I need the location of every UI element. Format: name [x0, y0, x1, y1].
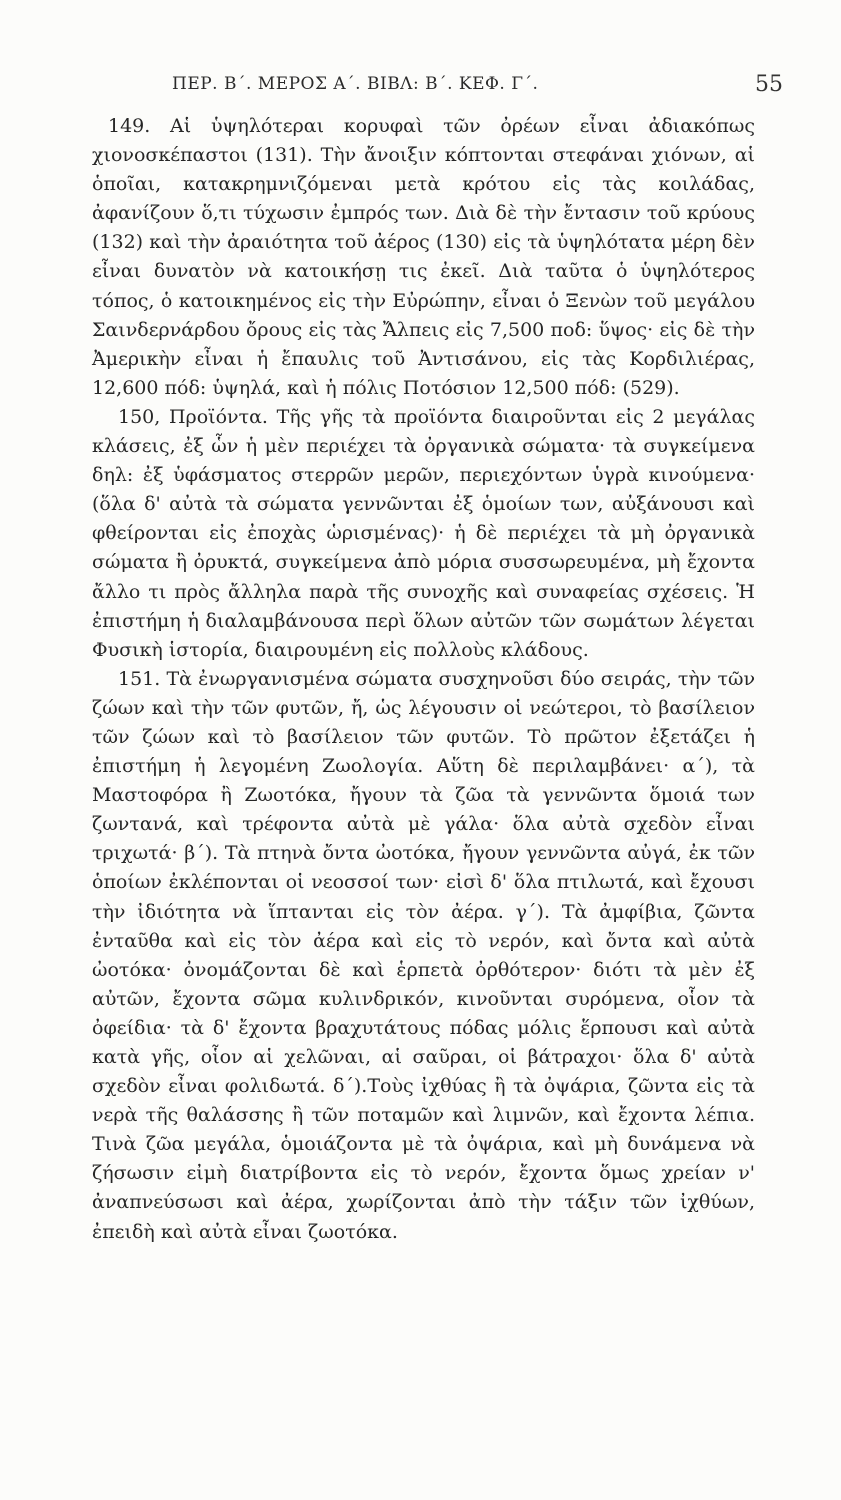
paragraph-149: 149. Αἱ ὑψηλότεραι κορυφαὶ τῶν ὀρέων εἶναι ἀδιακόπως χιονοσκέπαστοι (131). Τὴν ἄνοιξιν κόπτονται στεφάναι χιόνων, αἱ ὁποῖαι, κατακρημνιζόμεναι μετὰ κρότου εἰς τὰς κοιλάδας, ἀφανίζουν ὅ,τι τύχωσιν ἐμπρός των. Διὰ δὲ τὴν ἔντασιν τοῦ κρύους (132) καὶ τὴν ἀραιότητα τοῦ ἀέρος (130) εἰς τὰ ὑψηλότατα μέρη δὲν εἶναι δυνατὸν νὰ κατοικήσῃ τις ἐκεῖ. Διὰ ταῦτα ὁ ὑψηλότερος τόπος, ὁ κατοικημένος εἰς τὴν Εὐρώπην, εἶναι ὁ Ξενὼν τοῦ μεγάλου Σαινδερνάρδου ὄρους εἰς τὰς Ἄλπεις εἰς 7,500 ποδ: ὕψος· εἰς δὲ τὴν Ἀμερικὴν εἶναι ἡ ἔπαυλις τοῦ Ἀντισάνου, εἰς τὰς Κορδιλιέρας, 12,600 πόδ: ὑψηλά, καὶ ἡ πόλις Ποτόσιον 12,500 πόδ: (529).: [92, 115, 755, 399]
running-header: ΠΕΡ. Β΄. ΜΕΡΟΣ Α΄. ΒΙΒΛ: Β΄. ΚΕΦ. Γ΄.: [172, 74, 539, 94]
page-number: 55: [755, 72, 783, 97]
paragraph-151: 151. Τὰ ἐνωργανισμένα σώματα συσχηνοῦσι δύο σειράς, τὴν τῶν ζώων καὶ τὴν τῶν φυτῶν, ἤ, ὡς λέγουσιν οἱ νεώτεροι, τὸ βασίλειον τῶν ζώων καὶ τὸ βασίλειον τῶν φυτῶν. Τὸ πρῶτον ἐξετάζει ἡ ἐπιστήμη ἡ λεγομένη Ζωολογία. Αὕτη δὲ περιλαμβάνει· α΄), τὰ Μαστοφόρα ἢ Ζωοτόκα, ἤγουν τὰ ζῶα τὰ γεννῶντα ὅμοιά των ζωντανά, καὶ τρέφοντα αὐτὰ μὲ γάλα· ὅλα αὐτὰ σχεδὸν εἶναι τριχωτά· β΄). Τὰ πτηνὰ ὄντα ὠοτόκα, ἤγουν γεννῶντα αὐγά, ἐκ τῶν ὁποίων ἐκλέπονται οἱ νεοσσοί των· εἰσὶ δ' ὅλα πτιλωτά, καὶ ἔχουσι τὴν ἰδιότητα νὰ ἵπτανται εἰς τὸν ἀέρα. γ΄). Τὰ ἀμφίβια, ζῶντα ἐνταῦθα καὶ εἰς τὸν ἀέρα καὶ εἰς τὸ νερόν, καὶ ὄντα καὶ αὐτὰ ὠοτόκα· ὀνομάζονται δὲ καὶ ἑρπετὰ ὀρθότερον· διότι τὰ μὲν ἐξ αὐτῶν, ἔχοντα σῶμα κυλινδρικόν, κινοῦνται συρόμενα, οἷον τὰ ὀφείδια· τὰ δ' ἔχοντα βραχυτάτους πόδας μόλις ἕρπουσι καὶ αὐτὰ κατὰ γῆς, οἷον αἱ χελῶναι, αἱ σαῦραι, οἱ βάτραχοι· ὅλα δ' αὐτὰ σχεδὸν εἶναι φολιδωτά. δ΄).Τοὺς ἰχθύας ἢ τὰ ὀψάρια, ζῶντα εἰς τὰ νερὰ τῆς θαλάσσης ἢ τῶν ποταμῶν καὶ λιμνῶν, καὶ ἔχοντα λέπια. Τινὰ ζῶα μεγάλα, ὁμοιάζοντα μὲ τὰ ὀψάρια, καὶ μὴ δυνάμενα νὰ ζήσωσιν εἰμὴ διατρίβοντα εἰς τὸ νερόν, ἔχοντα ὅμως χρείαν ν' ἀναπνεύσωσι καὶ ἀέρα, χωρίζονται ἀπὸ τὴν τάξιν τῶν ἰχθύων, ἐπειδὴ καὶ αὐτὰ εἶναι ζωοτόκα.: [92, 667, 755, 1243]
body-text: [92, 112, 755, 1247]
paragraph-150: 150, Προϊόντα. Τῆς γῆς τὰ προϊόντα διαιροῦνται εἰς 2 μεγάλας κλάσεις, ἐξ ὧν ἡ μὲν περιέχει τὰ ὀργανικὰ σώματα· τὰ συγκείμενα δηλ: ἐξ ὑφάσματος στερρῶν μερῶν, περιεχόντων ὑγρὰ κινούμενα· (ὅλα δ' αὐτὰ τὰ σώματα γεννῶνται ἐξ ὁμοίων των, αὐξάνουσι καὶ φθείρονται εἰς ἐποχὰς ὡρισμένας)· ἡ δὲ περιέχει τὰ μὴ ὀργανικὰ σώματα ἢ ὀρυκτά, συγκείμενα ἀπὸ μόρια συσσωρευμένα, μὴ ἔχοντα ἄλλο τι πρὸς ἄλληλα παρὰ τῆς συνοχῆς καὶ συναφείας σχέσεις. Ἡ ἐπιστήμη ἡ διαλαμβάνουσα περὶ ὅλων αὐτῶν τῶν σωμάτων λέγεται Φυσικὴ ἱστορία, διαιρουμένη εἰς πολλοὺς κλάδους.: [92, 405, 755, 661]
